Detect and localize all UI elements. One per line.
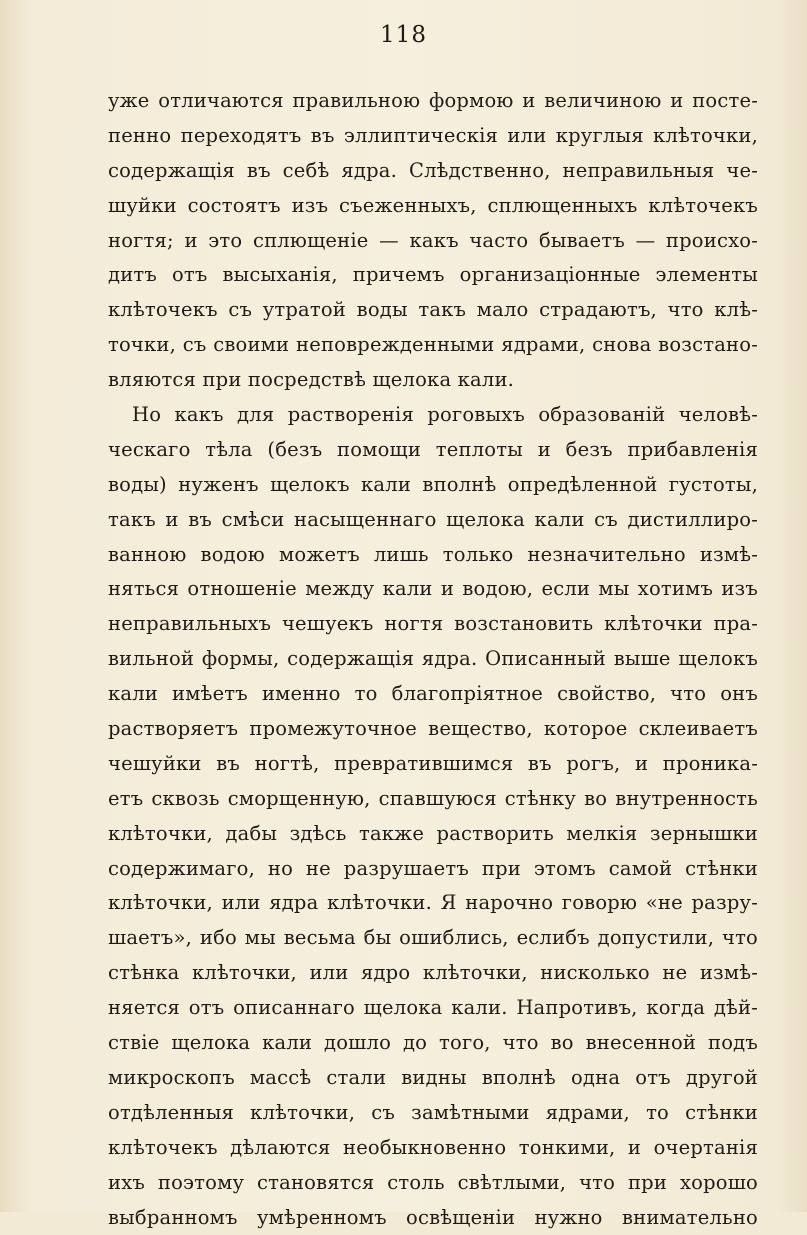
text-line: выбранномъ умѣренномъ освѣщеніи нужно внимательно <box>108 1201 758 1235</box>
text-line: содержащія въ себѣ ядра. Слѣдственно, неправильныя че- <box>108 154 758 189</box>
text-line: няется отъ описаннаго щелока кали. Напротивъ, когда дѣй- <box>108 991 758 1026</box>
text-line: кали имѣетъ именно то благопріятное свойство, что онъ <box>108 677 758 712</box>
body-text <box>108 84 758 1235</box>
text-line: дитъ отъ высыханія, причемъ организаціонные элементы <box>108 258 758 293</box>
text-line: ванною водою можетъ лишь только незначительно измѣ- <box>108 538 758 573</box>
text-line: стѣнка клѣточки, или ядро клѣточки, нисколько не измѣ- <box>108 956 758 991</box>
text-line: неправильныхъ чешуекъ ногтя возстановить клѣточки пра- <box>108 607 758 642</box>
text-line: вляются при посредствѣ щелока кали. <box>108 363 758 398</box>
text-line: чешуйки въ ногтѣ, превратившимся въ рогъ, и проника- <box>108 747 758 782</box>
text-line: содержимаго, но не разрушаетъ при этомъ самой стѣнки <box>108 852 758 887</box>
text-line: клѣточекъ дѣлаются необыкновенно тонкими, и очертанія <box>108 1131 758 1166</box>
text-line: растворяетъ промежуточное вещество, которое склеиваетъ <box>108 712 758 747</box>
text-line: клѣточки, или ядра клѣточки. Я нарочно говорю «не разру- <box>108 886 758 921</box>
text-line: микроскопъ массѣ стали видны вполнѣ одна отъ другой <box>108 1061 758 1096</box>
text-line: вильной формы, содержащія ядра. Описанный выше щелокъ <box>108 642 758 677</box>
text-line: Но какъ для растворенія роговыхъ образованій человѣ- <box>108 398 758 433</box>
text-line: клѣточекъ съ утратой воды такъ мало страдаютъ, что клѣ- <box>108 293 758 328</box>
text-line: шуйки состоятъ изъ съеженныхъ, сплющенныхъ клѣточекъ <box>108 189 758 224</box>
text-line: клѣточки, дабы здѣсь также растворить мелкія зернышки <box>108 817 758 852</box>
text-line: няться отношеніе между кали и водою, если мы хотимъ изъ <box>108 572 758 607</box>
text-line: ческаго тѣла (безъ помощи теплоты и безъ прибавленія <box>108 433 758 468</box>
text-line: ихъ поэтому становятся столь свѣтлыми, что при хорошо <box>108 1166 758 1201</box>
text-line: ногтя; и это сплющеніе — какъ часто бываетъ — происхо- <box>108 224 758 259</box>
text-line: ствіе щелока кали дошло до того, что во внесенной подъ <box>108 1026 758 1061</box>
text-line: уже отличаются правильною формою и величиною и посте- <box>108 84 758 119</box>
text-line: отдѣленныя клѣточки, съ замѣтными ядрами, то стѣнки <box>108 1096 758 1131</box>
text-line: воды) нуженъ щелокъ кали вполнѣ опредѣленной густоты, <box>108 468 758 503</box>
page-number: 118 <box>0 22 807 48</box>
text-line: такъ и въ смѣси насыщеннаго щелока кали съ дистиллиро- <box>108 503 758 538</box>
text-line: точки, съ своими неповрежденными ядрами, снова возстано- <box>108 328 758 363</box>
text-line: пенно переходятъ въ эллиптическія или круглыя клѣточки, <box>108 119 758 154</box>
text-line: етъ сквозь сморщенную, спавшуюся стѣнку во внутренность <box>108 782 758 817</box>
text-line: шаетъ», ибо мы весьма бы ошиблись, еслибъ допустили, что <box>108 921 758 956</box>
